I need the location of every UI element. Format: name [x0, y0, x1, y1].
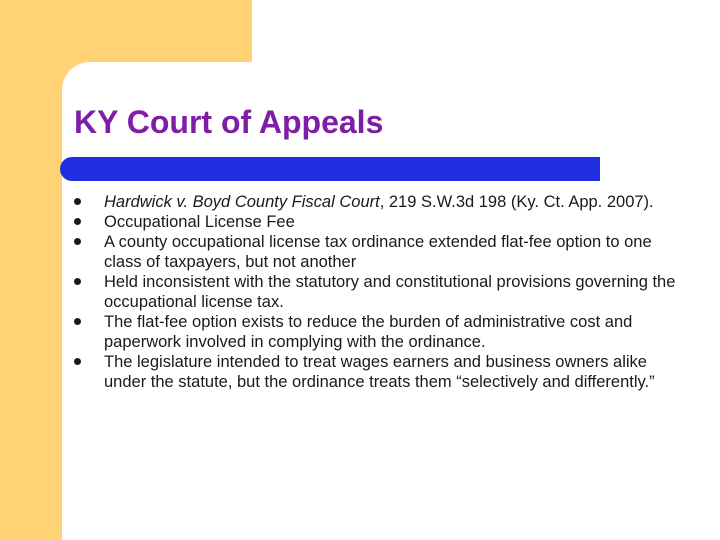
- bullet-text: The flat-fee option exists to reduce the burden of administrative cost and paperwork involved in complying with the ordinance.: [104, 313, 633, 351]
- bullet-dot-icon: [74, 218, 81, 225]
- bullet-dot-icon: [74, 198, 81, 205]
- bullet-item-case: [72, 192, 682, 212]
- case-citation: , 219 S.W.3d 198 (Ky. Ct. App. 2007).: [379, 193, 654, 211]
- bullet-item-topic: [72, 212, 682, 232]
- bullet-item-legislative-intent: [72, 352, 682, 392]
- bullet-dot-icon: [74, 318, 81, 325]
- accent-block-left: [0, 0, 62, 540]
- case-name: Hardwick v. Boyd County Fiscal Court: [104, 193, 380, 211]
- bullet-dot-icon: [74, 358, 81, 365]
- bullet-text: Occupational License Fee: [104, 213, 295, 231]
- bullet-text: The legislature intended to treat wages earners and business owners alike under the statute, but the ordinance treats them “selectively and differently.”: [104, 353, 655, 391]
- bullet-text: A county occupational license tax ordinance extended flat-fee option to one class of taxpayers, but not another: [104, 233, 652, 271]
- bullet-item-holding: [72, 272, 682, 312]
- bullet-dot-icon: [74, 278, 81, 285]
- bullet-item-ordinance: [72, 232, 682, 272]
- bullet-list: [72, 192, 682, 392]
- title-underline-bar: [60, 157, 600, 181]
- bullet-item-purpose: [72, 312, 682, 352]
- bullet-text: Held inconsistent with the statutory and constitutional provisions governing the occupational license tax.: [104, 273, 676, 311]
- bullet-dot-icon: [74, 238, 81, 245]
- slide-title: KY Court of Appeals: [74, 104, 384, 140]
